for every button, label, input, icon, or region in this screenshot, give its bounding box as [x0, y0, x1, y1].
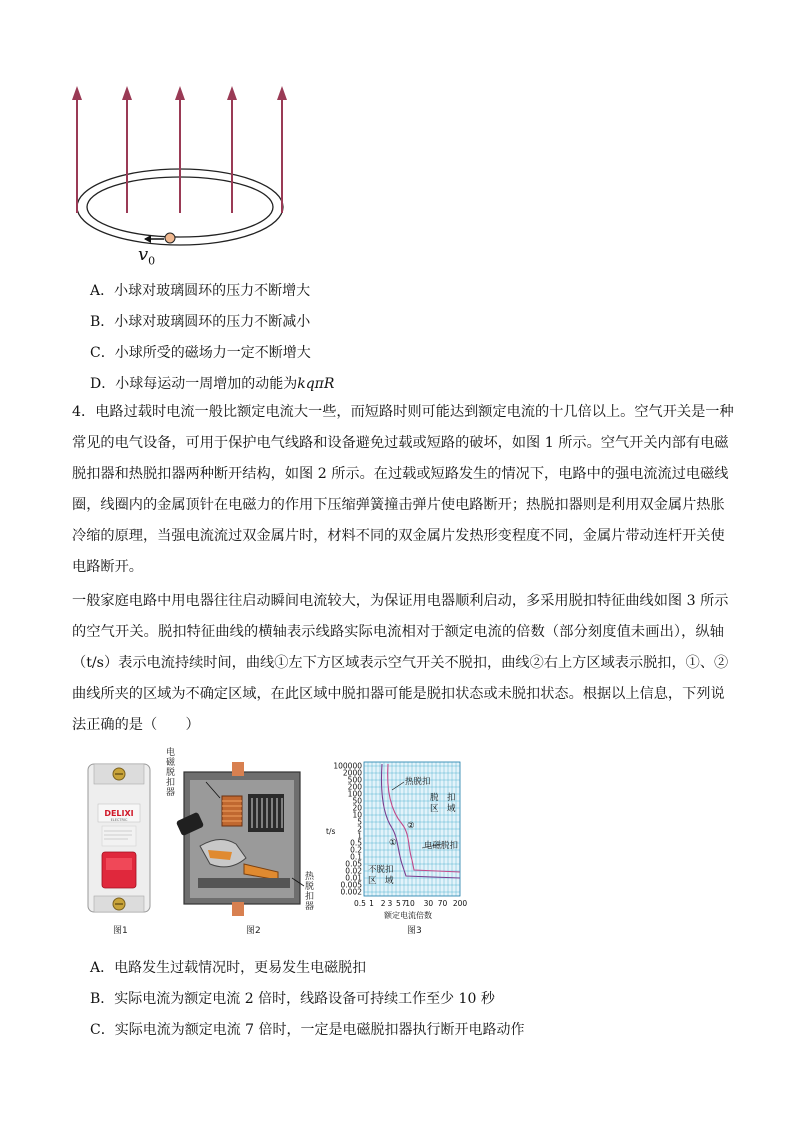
y-tick-label: 0.2 [350, 845, 362, 855]
label-curve-1: ① [389, 838, 397, 848]
question-4-paragraph-2 [72, 586, 729, 741]
text-line: 常见的电气设备，可用于保护电气线路和设备避免过载或短路的破坏，如图 1 所示。空气开关内部有电磁 [72, 435, 729, 451]
y-tick-label: 100000 [333, 761, 362, 771]
text-line: 一般家庭电路中用电器往往启动瞬间电流较大，为保证用电器顺利启动，多采用脱扣特征曲线如图 3 所示 [72, 593, 729, 609]
q4-option-c: C．实际电流为额定电流 7 倍时，一定是电磁脱扣器执行断开电路动作 [90, 1022, 525, 1038]
y-tick-label: 100 [347, 789, 362, 799]
figure-3-caption: 图3 [407, 926, 422, 936]
label-thermal-release: 热脱扣器 [305, 872, 315, 912]
label-no-trip-region-1: 不脱扣 [368, 865, 394, 875]
q3-option-b: B．小球对玻璃圆环的压力不断减小 [90, 314, 311, 330]
q3-option-c: C．小球所受的磁场力一定不断增大 [90, 345, 311, 361]
x-tick-label: 10 [405, 899, 415, 908]
x-tick-label: 5 [396, 899, 401, 908]
velocity-arrow-head [144, 235, 151, 243]
y-tick-label: 0.002 [340, 887, 362, 897]
y-tick-label: 0.1 [350, 852, 362, 862]
text-line: 冷缩的原理，当强电流流过双金属片时，材料不同的双金属片发热形变程度不同，金属片带动连杆开关使 [72, 528, 725, 544]
y-axis-label: t/s [326, 827, 336, 836]
figure-1-caption: 图1 [113, 926, 128, 936]
y-tick-label: 0.05 [345, 859, 362, 869]
text-line: 的空气开关。脱扣特征曲线的横轴表示线路实际电流相对于额定电流的倍数（部分刻度值未画出），纵轴 [72, 624, 724, 640]
figure-3-trip-curve-chart [322, 756, 472, 921]
figure-1-air-switch [72, 760, 172, 920]
label-curve-2: ② [407, 821, 415, 831]
arrow-icon [227, 86, 237, 100]
label-trip-region-2: 区 域 [430, 804, 456, 814]
arc-chute [248, 794, 284, 832]
y-tick-label: 0.5 [350, 838, 362, 848]
label-magnetic-trip: 电磁脱扣 [424, 841, 459, 851]
figure-2-caption: 图2 [246, 926, 261, 936]
label-no-trip-region-2: 区 域 [368, 876, 394, 886]
ball [165, 233, 175, 243]
y-tick-label: 0.01 [345, 873, 362, 883]
figure-2-breaker-cutaway [160, 746, 320, 921]
question-4-paragraph-1 [72, 397, 734, 583]
x-tick-label: 30 [423, 899, 434, 908]
q4-option-a: A．电路发生过载情况时，更易发生电磁脱扣 [90, 960, 367, 976]
q4-option-b: B．实际电流为额定电流 2 倍时，线路设备可持续工作至少 10 秒 [90, 991, 495, 1007]
q3-option-d: D．小球每运动一周增加的动能为kqπR [90, 376, 335, 392]
y-tick-label: 0.005 [340, 880, 362, 890]
text-line: 脱扣器和热脱扣器两种断开结构，如图 2 所示。在过载或短路发生的情况下，电路中的强电流流过电磁线 [72, 466, 729, 482]
label-magnetic-release: 电磁脱扣器 [166, 748, 176, 798]
arrow-heads [72, 86, 287, 100]
text-line: 曲线所夹的区域为不确定区域，在此区域中脱扣器可能是脱扣状态或未脱扣状态。根据以上信息，下列说 [72, 686, 725, 702]
x-axis-title: 额定电流倍数 [384, 911, 432, 920]
q3-option-a: A．小球对玻璃圆环的压力不断增大 [90, 283, 311, 299]
y-tick-label: 10 [352, 810, 362, 820]
text-line: 圈，线圈内的金属顶针在电磁力的作用下压缩弹簧撞击弹片使电路断开；热脱扣器则是利用双金属片热胀 [72, 497, 725, 513]
text-line: 4．电路过载时电流一般比额定电流大一些，而短路时则可能达到额定电流的十几倍以上。空气开关是一种 [72, 404, 734, 420]
y-tick-label: 2 [357, 824, 362, 834]
x-tick-label: 7 [401, 899, 407, 908]
x-tick-label: 200 [452, 899, 468, 908]
y-tick-label: 20 [352, 803, 362, 813]
ring-field-figure [60, 80, 320, 275]
x-tick-label: 3 [387, 899, 393, 908]
text-line: 电路断开。 [72, 559, 143, 575]
x-tick-label: 1 [369, 899, 374, 908]
x-tick-label: 2 [380, 899, 386, 908]
arrow-icon [277, 86, 287, 100]
y-tick-labels [333, 762, 362, 897]
v0-label: $v_0$ [138, 244, 156, 268]
arrow-icon [175, 86, 185, 100]
x-tick-label: 0.5 [354, 899, 366, 908]
y-tick-label: 50 [352, 796, 362, 806]
y-tick-label: 2000 [342, 768, 362, 778]
arrow-icon [72, 86, 82, 100]
brand-sub-label: ELECTRIC [110, 818, 128, 822]
label-thermal-trip: 热脱扣 [405, 777, 431, 787]
y-tick-label: 5 [357, 817, 362, 827]
y-tick-label: 500 [347, 775, 362, 785]
y-tick-label: 0.02 [345, 866, 362, 876]
brand-label: DELIXI [104, 809, 134, 818]
y-tick-label: 1 [357, 831, 362, 841]
magnetic-field-lines [77, 92, 282, 213]
x-tick-label: 70 [437, 899, 448, 908]
arrow-icon [122, 86, 132, 100]
text-line: （t/s）表示电流持续时间，曲线①左下方区域表示空气开关不脱扣，曲线②右上方区域表示脱扣，①、② [72, 655, 729, 671]
x-tick-labels [354, 899, 467, 908]
label-trip-region-1: 脱 扣 [430, 793, 456, 803]
y-tick-label: 200 [347, 782, 362, 792]
text-line: 法正确的是（ ） [72, 717, 200, 733]
